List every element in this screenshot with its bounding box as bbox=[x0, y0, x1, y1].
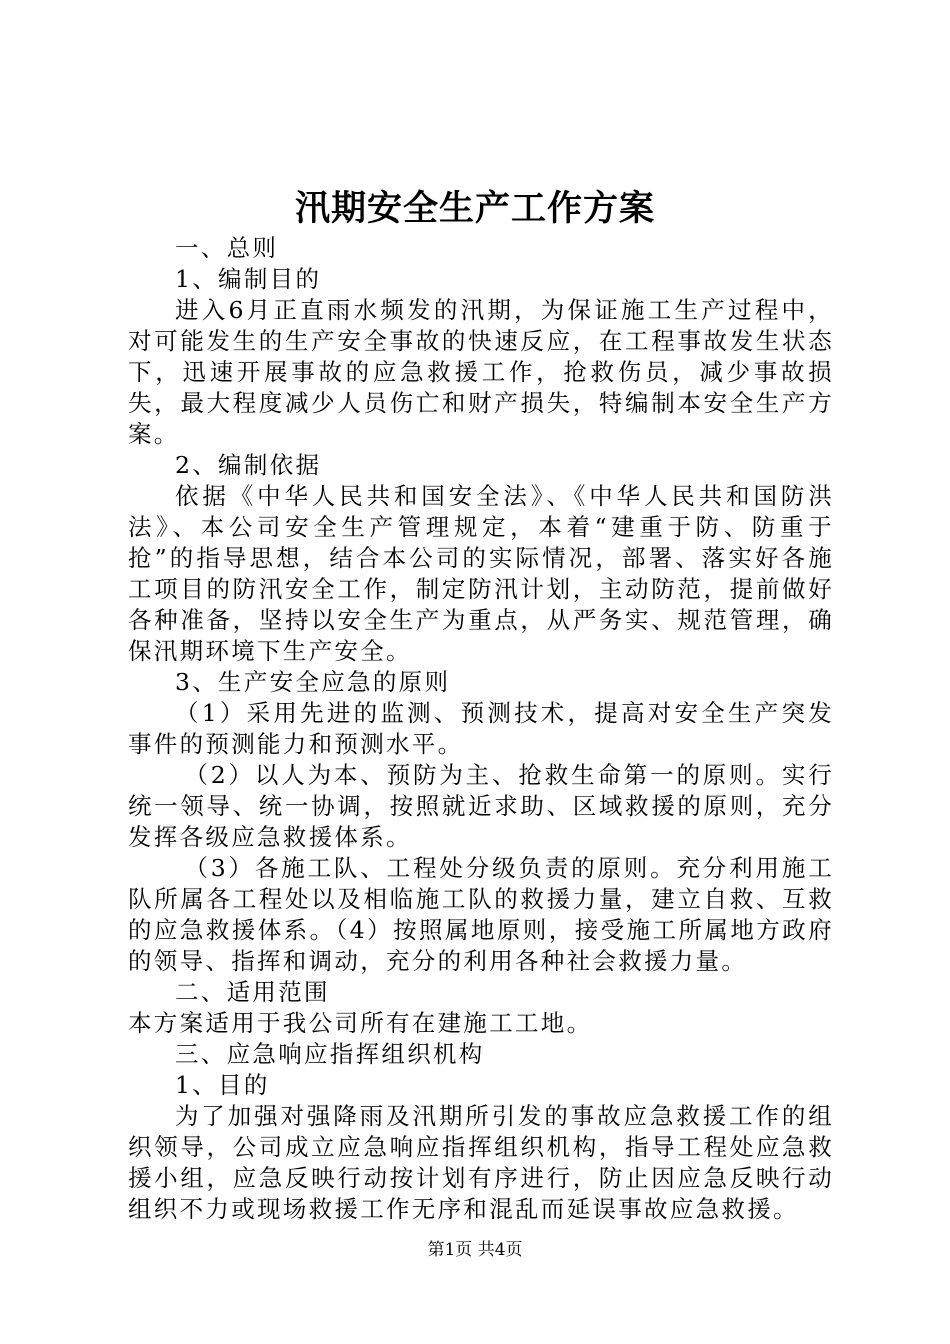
paragraph-principle-1: （1）采用先进的监测、预测技术，提高对安全生产突发事件的预测能力和预测水平。 bbox=[128, 699, 834, 758]
section-heading-organization: 三、应急响应指挥组织机构 bbox=[175, 1040, 485, 1068]
subsection-heading-principles: 3、生产安全应急的原则 bbox=[175, 668, 451, 696]
subsection-heading-objective: 1、目的 bbox=[175, 1071, 270, 1099]
paragraph-objective: 为了加强对强降雨及汛期所引发的事故应急救援工作的组织领导，公司成立应急响应指挥组织机构，指导工程处应急救援小组，应急反映行动按计划有序进行，防止因应急反映行动组织不力或现场救援工作无序和混乱而延误事故应急救援。 bbox=[128, 1102, 834, 1223]
paragraph-scope: 本方案适用于我公司所有在建施工工地。 bbox=[128, 1009, 593, 1037]
document-title: 汛期安全生产工作方案 bbox=[294, 188, 655, 229]
subsection-heading-basis: 2、编制依据 bbox=[175, 451, 322, 479]
paragraph-principle-3: （3）各施工队、工程处分级负责的原则。充分利用施工队所属各工程处以及相临施工队的救援力量，建立自救、互救的应急救援体系。（4）按照属地原则，接受施工所属地方政府的领导、指挥和调动，充分的利用各种社会救援力量。 bbox=[128, 854, 834, 975]
document-body bbox=[128, 233, 834, 1225]
section-heading-general: 一、总则 bbox=[175, 234, 279, 262]
section-heading-scope: 二、适用范围 bbox=[175, 978, 330, 1006]
page-footer: 第1页 共4页 bbox=[427, 1240, 523, 1260]
paragraph-principle-2: （2）以人为本、预防为主、抢救生命第一的原则。实行统一领导、统一协调，按照就近求助、区域救援的原则，充分发挥各级应急救援体系。 bbox=[128, 761, 834, 851]
paragraph-purpose: 进入6月正直雨水频发的汛期，为保证施工生产过程中，对可能发生的生产安全事故的快速反应，在工程事故发生状态下，迅速开展事故的应急救援工作，抢救伤员，减少事故损失，最大程度减少人员伤亡和财产损失，特编制本安全生产方案。 bbox=[128, 296, 834, 448]
subsection-heading-purpose: 1、编制目的 bbox=[175, 265, 322, 293]
paragraph-basis: 依据《中华人民共和国安全法》、《中华人民共和国防洪法》、本公司安全生产管理规定，本着“建重于防、防重于抢”的指导思想，结合本公司的实际情况，部署、落实好各施工项目的防汛安全工作，制定防汛计划，主动防范，提前做好各种准备，坚持以安全生产为重点，从严务实、规范管理，确保汛期环境下生产安全。 bbox=[128, 482, 834, 665]
